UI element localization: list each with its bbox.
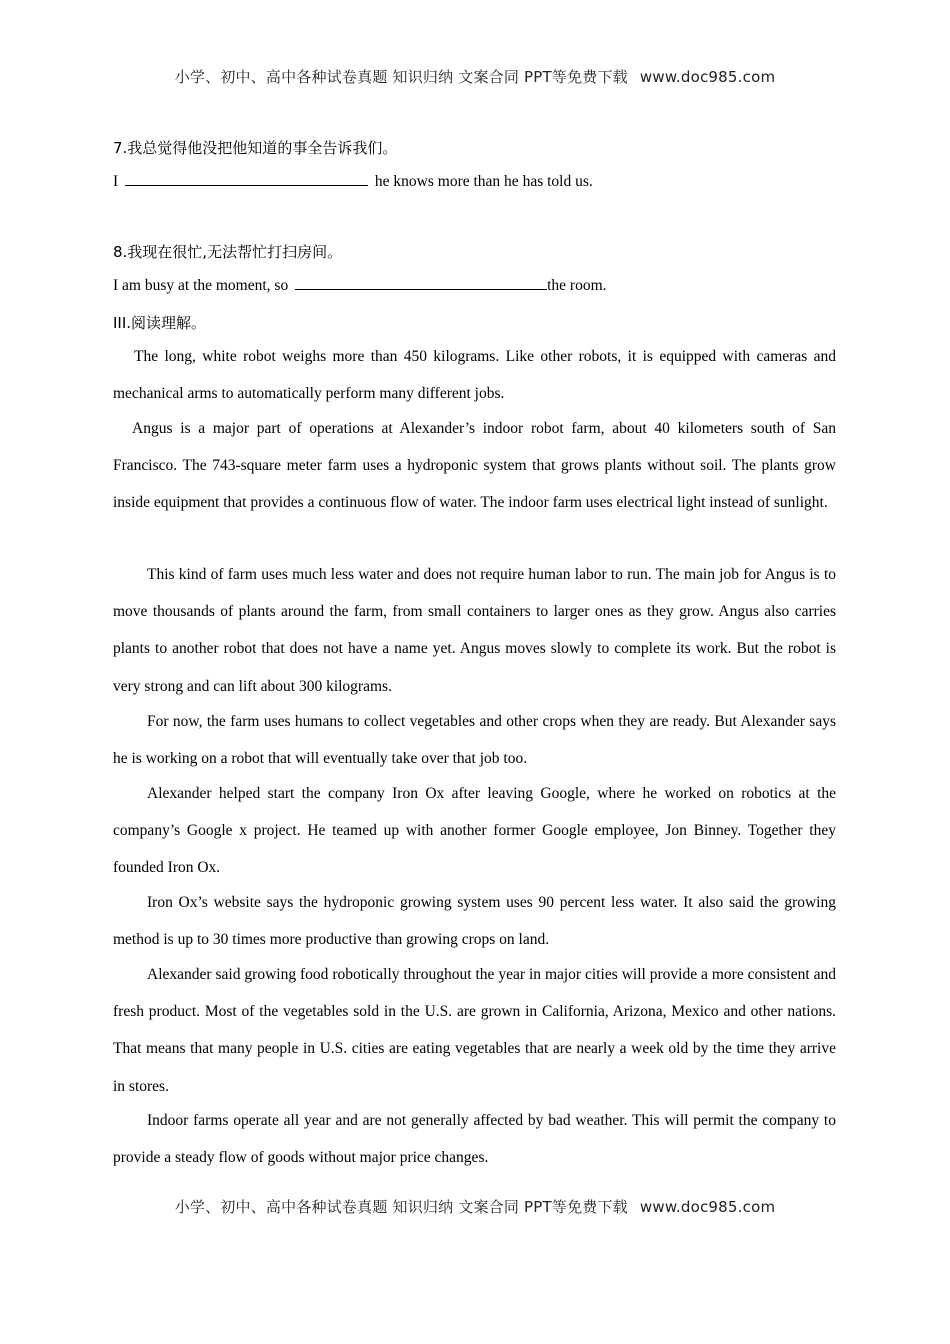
paragraph-5: Alexander helped start the company Iron Ox after leaving Google, where he worked on robotics at the company’s Google x project. He teamed up with another former Google employee, Jon Binney. Together they founded Iron Ox. — [113, 785, 836, 877]
footer-text: 小学、初中、高中各种试卷真题 知识归纳 文案合同 PPT等免费下载 — [174, 1198, 628, 1216]
question-8-end: the room. — [547, 277, 607, 294]
page-footer — [0, 1196, 950, 1217]
page-header — [0, 66, 950, 87]
footer-url[interactable]: www.doc985.com — [639, 1198, 776, 1216]
paragraph-2: Angus is a major part of operations at Alexander’s indoor robot farm, about 40 kilometers south of San Francisco. The 743-square meter farm uses a hydroponic system that grows plants without soil. The plants grow inside equipment that provides a continuous flow of water. The indoor farm uses electrical light instead of sunlight. — [113, 420, 836, 512]
question-7-start: I — [113, 173, 119, 190]
paragraph-1: The long, white robot weighs more than 450 kilograms. Like other robots, it is equipped with cameras and mechanical arms to automatically perform many different jobs. — [113, 348, 836, 403]
paragraph-8: Indoor farms operate all year and are not generally affected by bad weather. This will permit the company to provide a steady flow of goods without major price changes. — [113, 1112, 836, 1167]
question-7-sentence — [113, 173, 593, 191]
question-8-start: I am busy at the moment, so — [113, 277, 289, 294]
question-7-end: he knows more than he has told us. — [374, 173, 593, 190]
question-8-prompt: 8.我现在很忙,无法帮忙打扫房间。 — [113, 243, 343, 261]
paragraph-6: Iron Ox’s website says the hydroponic growing system uses 90 percent less water. It also said the growing method is up to 30 times more productive than growing crops on land. — [113, 894, 836, 949]
paragraph-7: Alexander said growing food robotically throughout the year in major cities will provide a more consistent and fresh product. Most of the vegetables sold in the U.S. are grown in California, Arizona, Mexico and other nations. That means that many people in U.S. cities are eating vegetables that are nearly a week old by the time they arrive in stores. — [113, 966, 836, 1095]
section-title: III.阅读理解。 — [113, 314, 207, 332]
question-7-prompt: 7.我总觉得他没把他知道的事全告诉我们。 — [113, 139, 398, 157]
question-8-blank[interactable] — [295, 277, 547, 290]
header-text: 小学、初中、高中各种试卷真题 知识归纳 文案合同 PPT等免费下载 — [174, 68, 628, 86]
question-7-blank[interactable] — [125, 173, 368, 186]
header-url[interactable]: www.doc985.com — [639, 68, 776, 86]
paragraph-4: For now, the farm uses humans to collect vegetables and other crops when they are ready. But Alexander says he is working on a robot that will eventually take over that job too. — [113, 713, 836, 768]
question-8-sentence — [113, 277, 607, 295]
paragraph-3: This kind of farm uses much less water and does not require human labor to run. The main job for Angus is to move thousands of plants around the farm, from small containers to larger ones as they grow. Angus also carries plants to another robot that does not have a name yet. Angus moves slowly to complete its work. But the robot is very strong and can lift about 300 kilograms. — [113, 566, 836, 695]
